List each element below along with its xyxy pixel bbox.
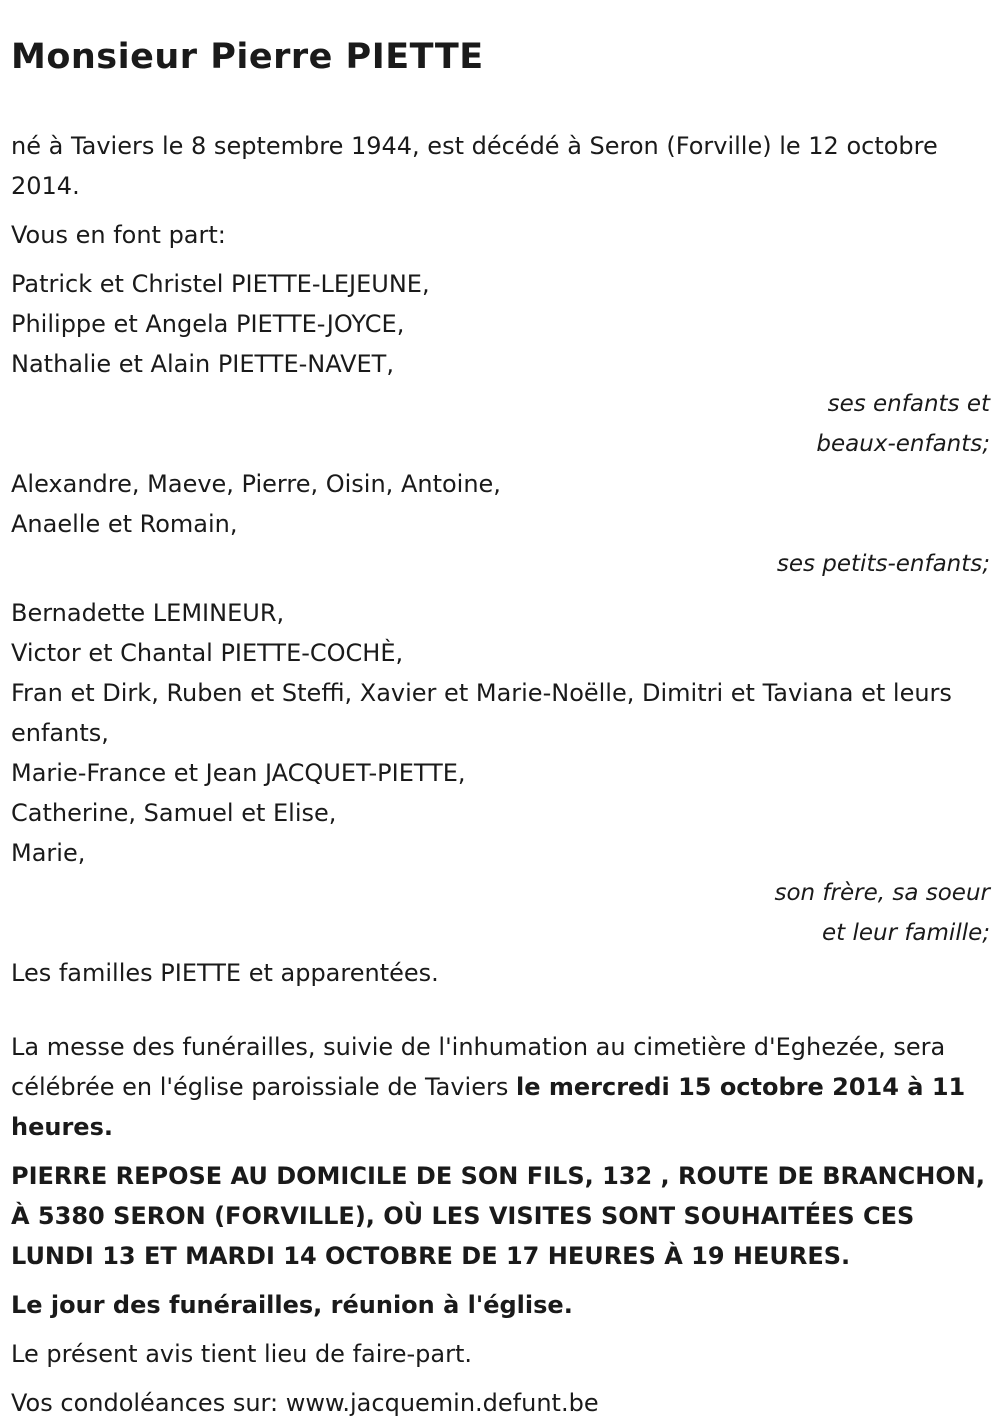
sibling-line: Fran et Dirk, Ruben et Steffi, Xavier et Marie-Noëlle, Dimitri et Taviana et leurs enfants, <box>11 679 952 747</box>
sibling-line: Victor et Chantal PIETTE-COCHÈ, <box>11 639 404 667</box>
grandchildren-role <box>11 544 990 584</box>
role-line: ses enfants et <box>827 391 990 417</box>
role-line: son frère, sa soeur <box>774 880 990 906</box>
visitation-paragraph: PIERRE REPOSE AU DOMICILE DE SON FILS, 132 , ROUTE DE BRANCHON, À 5380 SERON (FORVILLE), OÙ LES VISITES SONT SOUHAITÉES CES LUNDI 13 ET MARDI 14 OCTOBRE DE 17 HEURES À 19 HEURES. <box>11 1162 985 1270</box>
condolences-text: Vos condoléances sur: www.jacquemin.defunt.be <box>11 1389 599 1417</box>
children-role <box>11 384 990 464</box>
sibling-line: Bernadette LEMINEUR, <box>11 599 285 627</box>
child-line: Patrick et Christel PIETTE-LEJEUNE, <box>11 270 430 298</box>
mass-text: La messe des funérailles, suivie de l'inhumation au cimetière d'Eghezée, sera célébrée en l'église paroissiale de Taviers <box>11 1033 946 1101</box>
intro-text: Vous en font part: <box>11 221 226 249</box>
sibling-line: Marie-France et Jean JACQUET-PIETTE, <box>11 759 466 787</box>
child-line: Nathalie et Alain PIETTE-NAVET, <box>11 350 394 378</box>
page-title: Monsieur Pierre PIETTE <box>11 37 484 77</box>
sibling-line: Catherine, Samuel et Elise, <box>11 799 337 827</box>
grandchild-line: Anaelle et Romain, <box>11 510 238 538</box>
grandchildren-section <box>11 464 990 584</box>
grandchild-line: Alexandre, Maeve, Pierre, Oisin, Antoine, <box>11 470 501 498</box>
role-line: ses petits-enfants; <box>776 551 990 577</box>
siblings-role <box>11 873 990 953</box>
meeting-text: Le jour des funérailles, réunion à l'église. <box>11 1291 573 1319</box>
children-section <box>11 264 990 464</box>
mass-paragraph <box>11 1027 990 1147</box>
siblings-section <box>11 593 990 953</box>
birth-death-paragraph: né à Taviers le 8 septembre 1944, est décédé à Seron (Forville) le 12 octobre 2014. <box>11 132 938 200</box>
sibling-line: Marie, <box>11 839 86 867</box>
child-line: Philippe et Angela PIETTE-JOYCE, <box>11 310 405 338</box>
families-text: Les familles PIETTE et apparentées. <box>11 959 439 987</box>
role-line: et leur famille; <box>821 920 990 946</box>
notice-text: Le présent avis tient lieu de faire-part. <box>11 1340 473 1368</box>
role-line: beaux-enfants; <box>816 431 990 457</box>
mass-date: le mercredi 15 octobre 2014 à 11 heures. <box>11 1073 966 1141</box>
